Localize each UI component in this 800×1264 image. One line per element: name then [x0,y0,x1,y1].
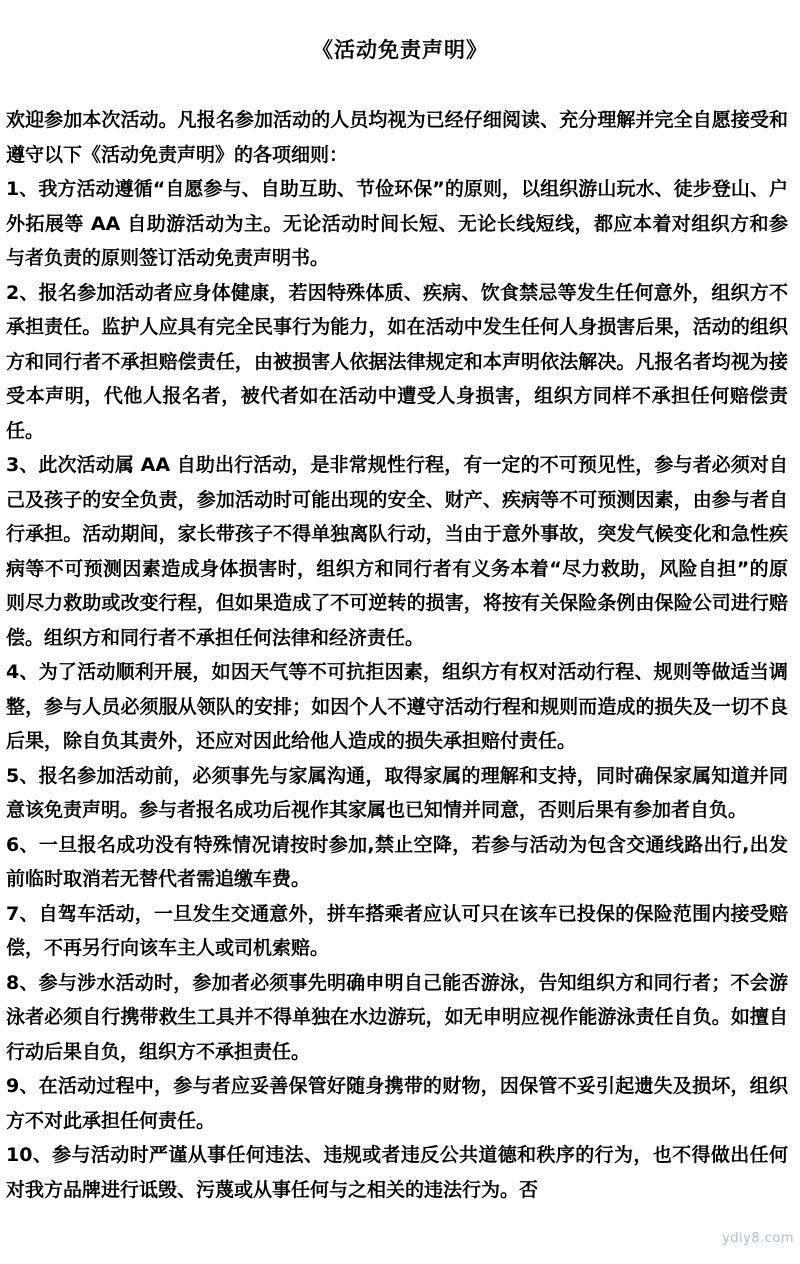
document-title: 《活动免责声明》 [312,38,488,62]
paragraph-clause-2: 2、报名参加活动者应身体健康，若因特殊体质、疾病、饮食禁忌等发生任何意外，组织方不承担责任。监护人应具有完全民事行为能力，如在活动中发生任何人身损害后果，活动的组织方和同行者不承担赔偿责任，由被损害人依据法律规定和本声明依法解决。凡报名者均视为接受本声明，代他人报名者，被代者如在活动中遭受人身损害，组织方同样不承担任何赔偿责任。 [6,281,788,442]
paragraph-intro: 欢迎参加本次活动。凡报名参加活动的人员均视为已经仔细阅读、充分理解并完全自愿接受和遵守以下《活动免责声明》的各项细则： [6,109,788,166]
paragraph-clause-7: 7、自驾车活动，一旦发生交通意外，拼车搭乘者应认可只在该车已投保的保险范围内接受赔偿，不再另行向该车主人或司机索赔。 [6,902,788,959]
paragraph-clause-9: 9、在活动过程中，参与者应妥善保管好随身携带的财物，因保管不妥引起遗失及损坏，组织方不对此承担任何责任。 [6,1075,788,1132]
paragraph-clause-3: 3、此次活动属 AA 自助出行活动，是非常规性行程，有一定的不可预见性，参与者必须对自己及孩子的安全负责，参加活动时可能出现的安全、财产、疾病等不可预测因素，由参与者自行承担。活动期间，家长带孩子不得单独离队行动，当由于意外事故，突发气候变化和急性疾病等不可预测因素造成身体损害时，组织方和同行者有义务本着“尽力救助，风险自担”的原则尽力救助或改变行程，但如果造成了不可逆转的损害，将按有关保险条例由保险公司进行赔偿。组织方和同行者不承担任何法律和经济责任。 [6,454,788,649]
paragraph-clause-10: 10、参与活动时严谨从事任何违法、违规或者违反公共道德和秩序的行为，也不得做出任何对我方品牌进行诋毁、污蔑或从事任何与之相关的违法行为。否 [6,1144,788,1201]
document-body [6,103,788,1207]
watermark-text: ydiy8.com [722,1231,794,1246]
paragraph-clause-8: 8、参与涉水活动时，参加者必须事先明确申明自己能否游泳，告知组织方和同行者；不会游泳者必须自行携带救生工具并不得单独在水边游玩，如无申明应视作能游泳责任自负。如擅自行动后果自负，组织方不承担责任。 [6,971,788,1063]
paragraph-clause-4: 4、为了活动顺利开展，如因天气等不可抗拒因素，组织方有权对活动行程、规则等做适当调整，参与人员必须服从领队的安排；如因个人不遵守活动行程和规则而造成的损失及一切不良后果，除自负其责外，还应对因此给他人造成的损失承担赔付责任。 [6,661,788,752]
paragraph-clause-1: 1、我方活动遵循“自愿参与、自助互助、节俭环保”的原则，以组织游山玩水、徒步登山、户外拓展等 AA 自助游活动为主。无论活动时间长短、无论长线短线，都应本着对组织方和参与者负责的原则签订活动免责声明书。 [6,178,788,269]
paragraph-clause-5: 5、报名参加活动前，必须事先与家属沟通，取得家属的理解和支持，同时确保家属知道并同意该免责声明。参与者报名成功后视作其家属也已知情并同意，否则后果有参加者自负。 [6,764,788,821]
paragraph-clause-6: 6、一旦报名成功没有特殊情况请按时参加,禁止空降，若参与活动为包含交通线路出行,出发前临时取消若无替代者需追缴车费。 [6,833,788,890]
